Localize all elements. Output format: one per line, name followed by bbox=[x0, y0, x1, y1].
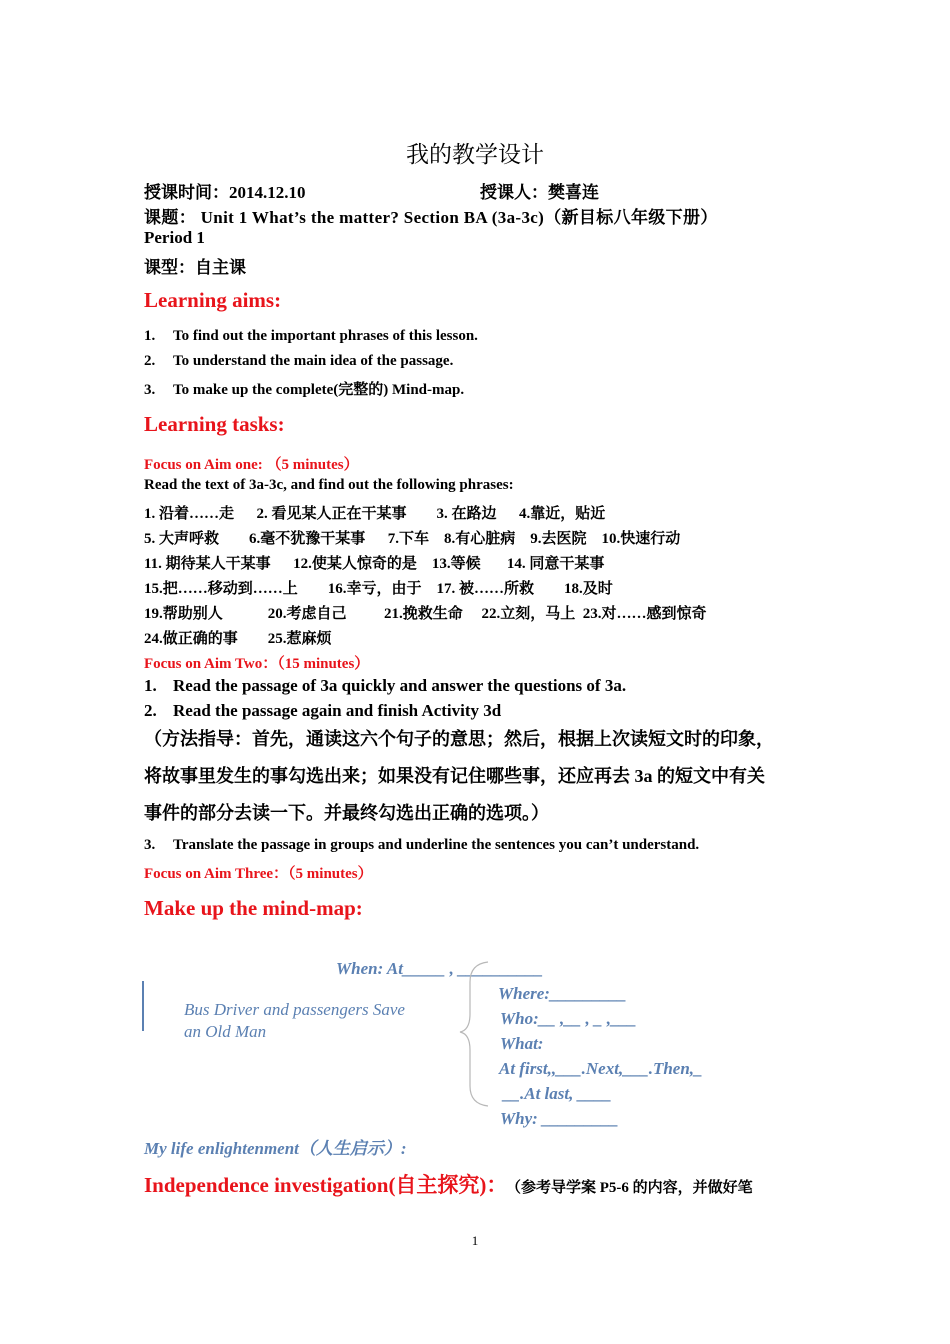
mindmap-when: When: At_____ , __________ bbox=[336, 959, 544, 978]
page-title: 我的教学设计 bbox=[406, 142, 544, 167]
focus-aim-two: Focus on Aim Two：（15 minutes） bbox=[144, 656, 370, 672]
phrase-line-4: 15.把……移动到……上 16.幸亏，由于 17. 被……所救 18.及时 bbox=[144, 581, 613, 597]
lesson-topic: 课题： Unit 1 What’s the matter? Section BA (3a-3c)（新目标八年级下册） bbox=[144, 208, 718, 227]
mindmap-why: Why: _________ bbox=[500, 1109, 619, 1128]
aim-text: To find out the important phrases of this lesson. bbox=[173, 328, 478, 344]
mind-map-heading: Make up the mind-map: bbox=[144, 896, 363, 920]
phrase-line-2: 5. 大声呼救 6.毫不犹豫干某事 7.下车 8.有心脏病 9.去医院 10.快速行动 bbox=[144, 531, 681, 547]
aim-two-item-3 bbox=[144, 837, 699, 854]
item-number: 3. bbox=[144, 837, 156, 853]
mindmap-what: What: bbox=[500, 1034, 544, 1053]
teaching-time: 授课时间：2014.12.10 bbox=[144, 183, 306, 202]
mindmap-center-line-2: an Old Man bbox=[184, 1022, 267, 1041]
aim-text: To understand the main idea of the passage. bbox=[173, 353, 454, 369]
investigation-heading: Independence investigation(自主探究)： bbox=[144, 1173, 508, 1197]
aim-item-3 bbox=[144, 378, 464, 399]
aim-two-item-2 bbox=[144, 701, 501, 721]
item-number: 2. bbox=[144, 701, 157, 720]
aim-number: 1. bbox=[144, 328, 156, 344]
focus-aim-one: Focus on Aim one: （5 minutes） bbox=[144, 457, 359, 473]
focus-aim-three: Focus on Aim Three：（5 minutes） bbox=[144, 866, 373, 882]
method-line-2: 将故事里发生的事勾选出来；如果没有记住哪些事，还应再去 3a 的短文中有关 bbox=[144, 766, 765, 786]
lesson-period: Period 1 bbox=[144, 228, 205, 247]
aim-number: 3. bbox=[144, 382, 156, 398]
mindmap-where: Where:_________ bbox=[498, 984, 627, 1003]
item-text: Read the passage again and finish Activity 3d bbox=[173, 701, 502, 720]
item-text: Translate the passage in groups and underline the sentences you can’t understand. bbox=[173, 837, 700, 853]
mindmap-sequence-1: At first,,___.Next,___.Then,_ bbox=[499, 1059, 703, 1078]
aim-text: To make up the complete(完整的) Mind-map. bbox=[173, 382, 465, 398]
investigation-note: （参考导学案 P5-6 的内容，并做好笔 bbox=[513, 1180, 753, 1196]
item-number: 1. bbox=[144, 676, 157, 695]
investigation-line bbox=[144, 1169, 753, 1199]
phrase-line-6: 24.做正确的事 25.惹麻烦 bbox=[144, 631, 332, 647]
life-enlightenment: My life enlightenment（人生启示）: bbox=[144, 1139, 407, 1158]
aim-item-2 bbox=[144, 353, 453, 370]
mindmap-center-line-1: Bus Driver and passengers Save bbox=[184, 1000, 405, 1019]
phrase-line-1: 1. 沿着……走 2. 看见某人正在干某事 3. 在路边 4.靠近，贴近 bbox=[144, 506, 606, 522]
mindmap-left-bar bbox=[142, 981, 144, 1031]
page-number: 1 bbox=[471, 1233, 479, 1248]
method-line-3: 事件的部分去读一下。并最终勾选出正确的选项。） bbox=[144, 803, 549, 823]
lesson-type: 课型：自主课 bbox=[144, 258, 246, 277]
aim-two-item-1 bbox=[144, 676, 626, 696]
phrase-line-5: 19.帮助别人 20.考虑自己 21.挽救生命 22.立刻，马上 23.对……感到惊奇 bbox=[144, 606, 707, 622]
phrases-instruction: Read the text of 3a-3c, and find out the following phrases: bbox=[144, 477, 514, 493]
phrase-line-3: 11. 期待某人干某事 12.使某人惊奇的是 13.等候 14. 同意干某事 bbox=[144, 556, 605, 572]
mindmap-who: Who:__ ,__ , _ ,___ bbox=[500, 1009, 637, 1028]
mindmap-brace bbox=[456, 958, 496, 1108]
item-text: Read the passage of 3a quickly and answer the questions of 3a. bbox=[173, 676, 627, 695]
learning-aims-heading: Learning aims: bbox=[144, 288, 282, 312]
mindmap-sequence-2: __.At last, ____ bbox=[503, 1084, 612, 1103]
aim-item-1 bbox=[144, 328, 478, 345]
aim-number: 2. bbox=[144, 353, 156, 369]
learning-tasks-heading: Learning tasks: bbox=[144, 412, 285, 436]
method-line-1: （方法指导：首先，通读这六个句子的意思；然后，根据上次读短文时的印象， bbox=[144, 729, 774, 749]
teacher-name: 授课人：樊喜连 bbox=[480, 183, 599, 202]
